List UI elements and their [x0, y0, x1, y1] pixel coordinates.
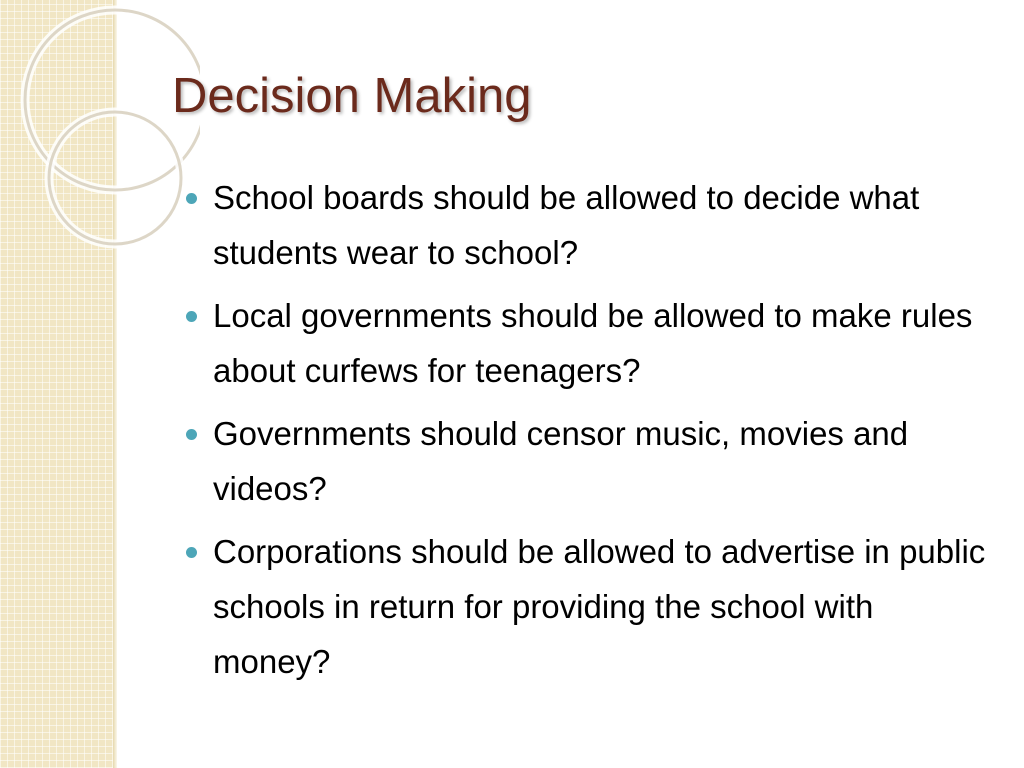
bullet-dot-icon [186, 311, 197, 322]
bullet-dot-icon [186, 193, 197, 204]
bullet-text: Corporations should be allowed to advertise in public schools in return for providing the school with money? [213, 533, 986, 680]
bullet-list [186, 170, 986, 697]
bullet-item [186, 170, 986, 280]
bullet-item [186, 288, 986, 398]
bullet-text: Governments should censor music, movies and videos? [213, 415, 909, 507]
bullet-item [186, 406, 986, 516]
bullet-text: Local governments should be allowed to make rules about curfews for teenagers? [213, 297, 973, 389]
bullet-item [186, 524, 986, 689]
bullet-dot-icon [186, 429, 197, 440]
bullet-text: School boards should be allowed to decide what students wear to school? [213, 179, 920, 271]
ring-decoration [0, 0, 200, 260]
slide-title: Decision Making [172, 69, 532, 123]
bullet-dot-icon [186, 547, 197, 558]
